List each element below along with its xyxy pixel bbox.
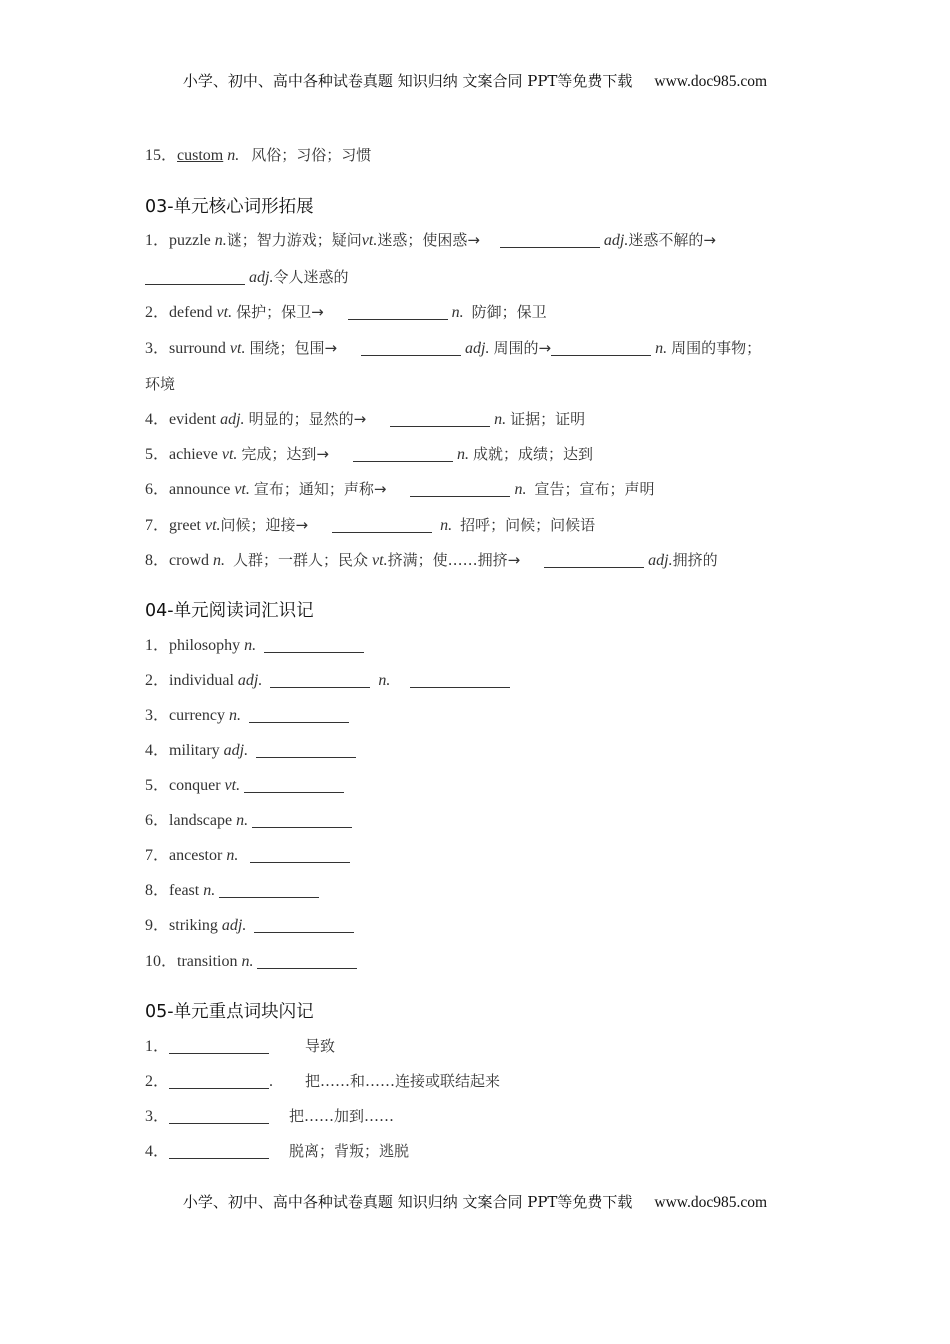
item-pos: adj.: [465, 340, 490, 357]
item-pos: n.: [228, 707, 241, 724]
item-meaning: 完成；达到→: [241, 445, 329, 463]
answer-blank[interactable]: [500, 231, 600, 248]
answer-blank[interactable]: [169, 1072, 269, 1089]
sec04-item-5: [145, 775, 344, 797]
item-meaning: 证据；证明: [510, 410, 586, 428]
answer-blank[interactable]: [264, 636, 364, 653]
item-pos: vt.: [361, 232, 378, 249]
item-number: 7．: [145, 517, 170, 534]
sec03-item-1-cont: [145, 266, 348, 289]
item-number: 1．: [145, 232, 170, 249]
item-pos: vt.: [229, 340, 246, 357]
item-meaning: 导致: [305, 1037, 336, 1055]
sec04-item-3: [145, 705, 349, 727]
sec04-item-6: [145, 810, 352, 832]
section-05-title: 05-单元重点词块闪记: [145, 1002, 314, 1022]
sec04-item-9: [145, 915, 354, 937]
answer-blank[interactable]: [544, 551, 644, 568]
item-number: 2．: [145, 1073, 170, 1090]
sec03-item-3-cont: [145, 373, 175, 396]
item-word: conquer: [169, 777, 221, 794]
item-pos: vt.: [216, 304, 233, 321]
item-pos: n.: [378, 672, 391, 689]
item-pos: adj.: [648, 552, 673, 569]
sec04-item-10: [145, 951, 357, 973]
item-pos: n.: [203, 882, 216, 899]
item-word: evident: [169, 411, 217, 428]
item-number: 5．: [145, 446, 170, 463]
item-number: 9．: [145, 917, 170, 934]
answer-blank[interactable]: [169, 1107, 269, 1124]
answer-blank[interactable]: [361, 339, 461, 356]
item-word: military: [169, 742, 220, 759]
item-number: 3．: [145, 1108, 170, 1125]
item-pos: adj.: [221, 917, 247, 934]
answer-blank[interactable]: [270, 671, 370, 688]
item-pos: n.: [214, 232, 227, 249]
sec03-item-8: [145, 549, 718, 572]
item-pos: n.: [451, 304, 464, 321]
item-word: landscape: [169, 812, 233, 829]
item-meaning: 人群；一群人；民众: [233, 551, 369, 569]
item-number: 2．: [145, 672, 170, 689]
item-meaning: 问候；迎接→: [220, 516, 309, 534]
item-dot: .: [269, 1073, 274, 1090]
item-meaning: 宣布；通知；声称→: [253, 480, 387, 498]
item-number: 6．: [145, 481, 170, 498]
answer-blank[interactable]: [252, 811, 352, 828]
item-meaning: 招呼；问候；问候语: [460, 516, 596, 534]
item-meaning: 宣告；宣布；声明: [534, 480, 655, 498]
item-word: philosophy: [169, 637, 241, 654]
answer-blank[interactable]: [353, 445, 453, 462]
item-word: crowd: [169, 552, 209, 569]
answer-blank[interactable]: [332, 516, 432, 533]
answer-blank[interactable]: [145, 268, 245, 285]
item-meaning: 防御；保卫: [471, 303, 547, 321]
answer-blank[interactable]: [169, 1142, 269, 1159]
item-word: announce: [169, 481, 231, 498]
footer-text: 小学、初中、高中各种试卷真题 知识归纳 文案合同 PPT等免费下载: [182, 1193, 633, 1211]
item-word: defend: [169, 304, 213, 321]
item-number: 4．: [145, 742, 170, 759]
item-word: striking: [169, 917, 218, 934]
item-pos: n.: [655, 340, 668, 357]
item-pos: n.: [236, 812, 249, 829]
item-number: 6．: [145, 812, 170, 829]
item-pos: n.: [241, 953, 254, 970]
item-meaning: 把……和……连接或联结起来: [305, 1072, 501, 1090]
item-pos: n.: [226, 847, 239, 864]
item-meaning: 周围的事物；: [671, 339, 762, 357]
item-meaning: 成就；成绩；达到: [473, 445, 594, 463]
sec04-item-8: [145, 880, 319, 902]
sec03-item-6: [145, 478, 654, 501]
item-pos: n.: [494, 411, 507, 428]
sec03-item-7: [145, 514, 595, 537]
item-number: 2．: [145, 304, 170, 321]
sec05-item-1: [145, 1035, 335, 1058]
item-meaning: 环境: [145, 375, 176, 393]
item-meaning: 迷惑不解的→: [628, 231, 716, 249]
item-word: achieve: [169, 446, 218, 463]
item-pos: vt.: [221, 446, 238, 463]
item-pos: adj.: [249, 269, 274, 286]
footer-site: www.doc985.com: [654, 1194, 768, 1211]
item-meaning: 挤满；使……拥挤→: [387, 551, 521, 569]
item-number: 8．: [145, 882, 170, 899]
item-number: 8．: [145, 552, 170, 569]
item-number: 3．: [145, 340, 170, 357]
item-word: ancestor: [169, 847, 223, 864]
item-meaning: 围绕；包围→: [249, 339, 338, 357]
sec03-item-3: [145, 337, 761, 360]
item-pos: vt.: [372, 552, 388, 569]
sec03-item-2: [145, 301, 547, 324]
section-04-title: 04-单元阅读词汇识记: [145, 601, 314, 621]
item-number: 15．: [145, 147, 178, 164]
answer-blank[interactable]: [390, 410, 490, 427]
item-word: transition: [177, 953, 238, 970]
page-header: [0, 70, 950, 91]
item-number: 4．: [145, 411, 170, 428]
sec04-item-4: [145, 740, 356, 762]
item-number: 10．: [145, 953, 178, 970]
answer-blank[interactable]: [219, 881, 319, 898]
item-meaning: 周围的→: [493, 339, 552, 357]
item-meaning: 风俗；习俗；习惯: [251, 146, 372, 164]
item-meaning: 脱离；背叛；逃脱: [289, 1142, 410, 1160]
item-meaning: 谜；智力游戏；疑问: [226, 231, 362, 249]
item-number: 5．: [145, 777, 170, 794]
item-number: 4．: [145, 1143, 170, 1160]
header-text: 小学、初中、高中各种试卷真题 知识归纳 文案合同 PPT等免费下载: [182, 72, 633, 90]
item-pos: vt.: [234, 481, 250, 498]
item-word: surround: [169, 340, 226, 357]
item-meaning: 把……加到……: [289, 1107, 395, 1125]
item-pos: n.: [457, 446, 469, 463]
sec03-item-5: [145, 443, 593, 466]
item-pos: n.: [244, 637, 257, 654]
item-number: 7．: [145, 847, 170, 864]
sec03-item-1: [145, 229, 716, 252]
answer-blank[interactable]: [249, 706, 349, 723]
answer-blank[interactable]: [257, 952, 357, 969]
item-pos: n.: [514, 481, 527, 498]
item-meaning: 明显的；显然的→: [248, 410, 367, 428]
sec05-item-4: [145, 1140, 409, 1163]
item-word: currency: [169, 707, 225, 724]
header-site: www.doc985.com: [654, 73, 768, 90]
item-word: puzzle: [169, 232, 211, 249]
item-meaning: 拥挤的: [672, 551, 718, 569]
item-pos: vt.: [224, 777, 241, 794]
item-pos: n.: [440, 517, 453, 534]
section-03-title: 03-单元核心词形拓展: [145, 197, 314, 217]
item-number: 1．: [145, 637, 170, 654]
item-pos: adj.: [237, 672, 263, 689]
answer-blank[interactable]: [244, 776, 344, 793]
item-pos: n.: [227, 147, 240, 164]
item-word: greet: [169, 517, 201, 534]
item-pos: vt.: [205, 517, 221, 534]
sec05-item-3: [145, 1105, 394, 1128]
answer-blank[interactable]: [410, 480, 510, 497]
item-pos: adj.: [603, 232, 629, 249]
sec05-item-2: [145, 1070, 500, 1093]
item-pos: adj.: [220, 411, 245, 428]
item-pos: adj.: [223, 742, 249, 759]
answer-blank[interactable]: [250, 846, 350, 863]
answer-blank[interactable]: [348, 303, 448, 320]
item-meaning: 令人迷惑的: [273, 268, 349, 286]
answer-blank[interactable]: [410, 671, 510, 688]
item-meaning: 迷惑；使困惑→: [377, 231, 480, 249]
answer-blank[interactable]: [169, 1037, 269, 1054]
sec04-item-2: [145, 670, 510, 692]
item-number: 1．: [145, 1038, 170, 1055]
sec04-item-1: [145, 635, 364, 657]
sec03-item-4: [145, 408, 585, 431]
page-footer: [0, 1191, 950, 1212]
item-number: 3．: [145, 707, 170, 724]
item-word: custom: [177, 147, 224, 164]
sec04-item-7: [145, 845, 350, 867]
item-word: feast: [169, 882, 200, 899]
answer-blank[interactable]: [551, 339, 651, 356]
answer-blank[interactable]: [254, 916, 354, 933]
item-meaning: 保护；保卫→: [236, 303, 324, 321]
item-word: individual: [169, 672, 234, 689]
vocab-item-15: [145, 144, 371, 167]
item-pos: n.: [213, 552, 225, 569]
answer-blank[interactable]: [256, 741, 356, 758]
